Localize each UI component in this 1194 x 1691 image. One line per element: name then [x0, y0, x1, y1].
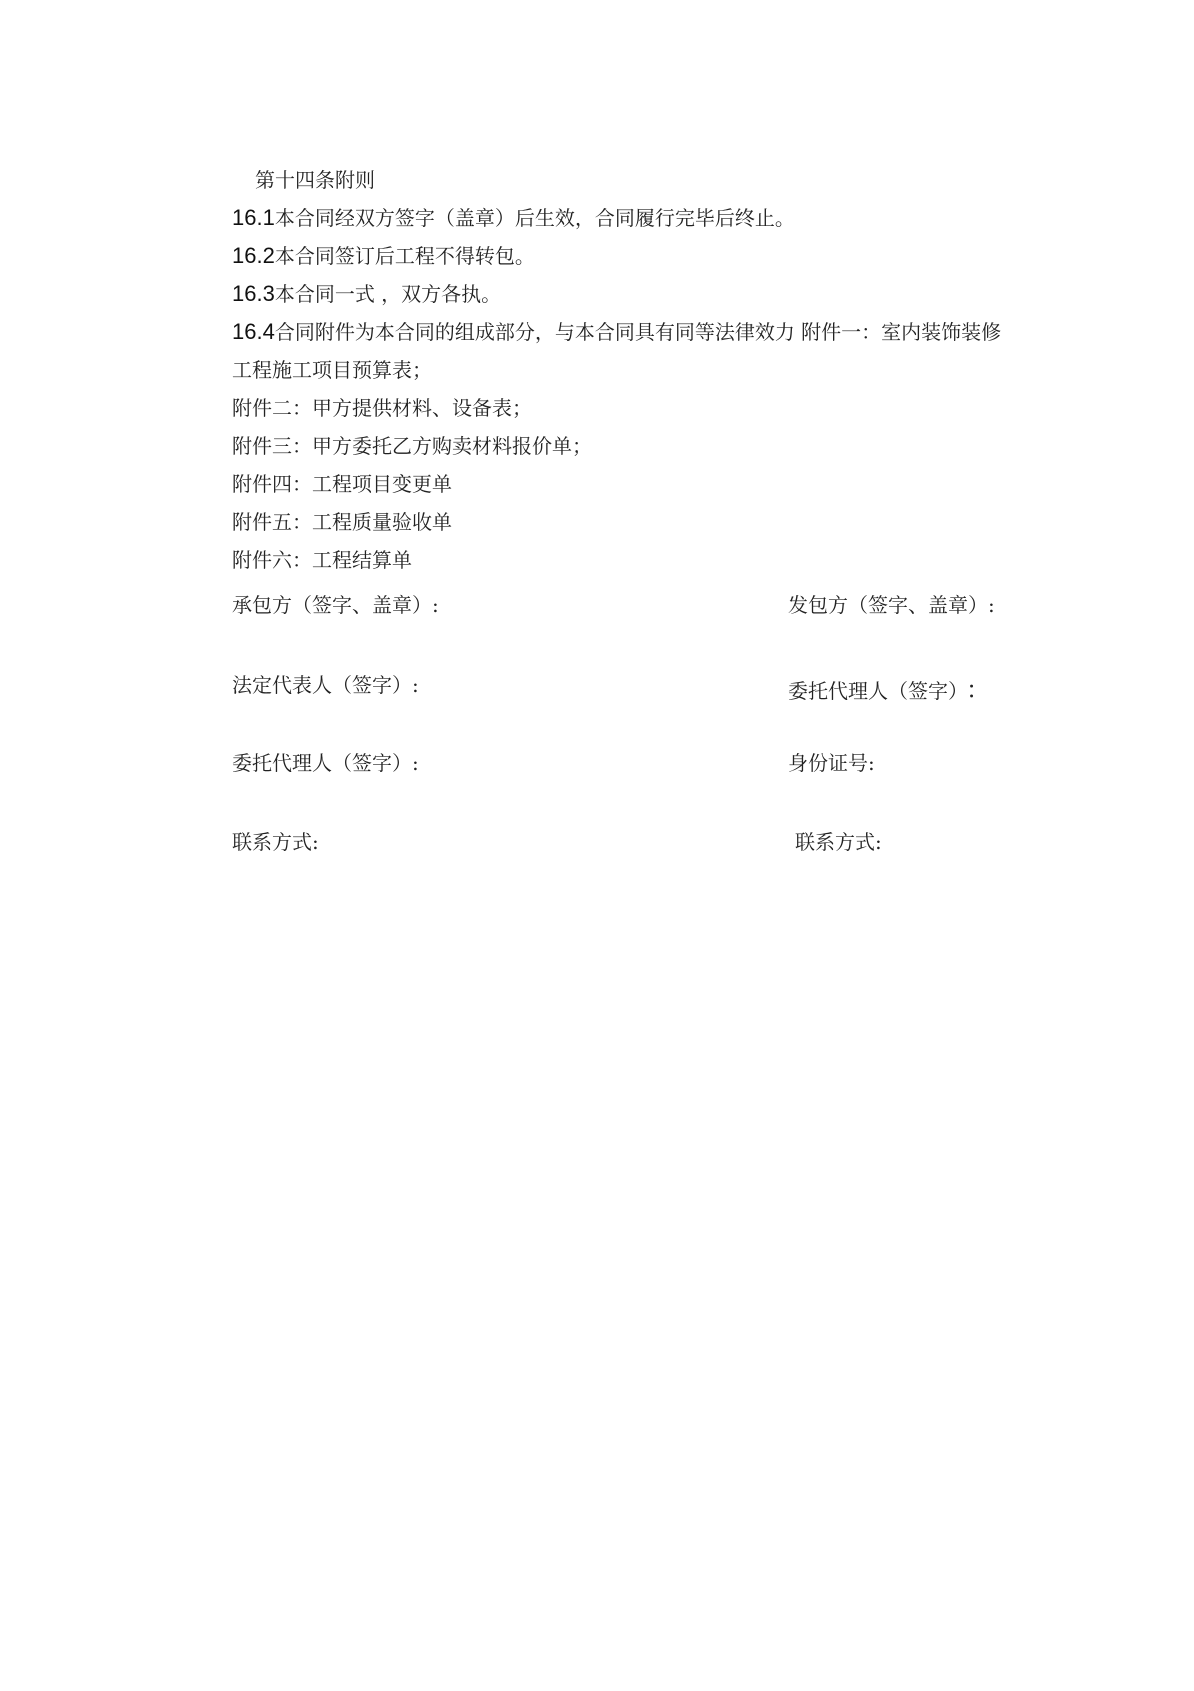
- clause-16-3: [232, 281, 501, 307]
- contractor-signature-label: 承包方（签字、盖章）:: [232, 593, 439, 617]
- clause-text: 本合同一式 ，双方各执。: [274, 282, 502, 306]
- attachment-6: 附件六：工程结算单: [232, 548, 412, 572]
- left-contact-label: 联系方式:: [232, 830, 319, 854]
- clause-text: 本合同签订后工程不得转包。: [274, 244, 535, 268]
- clause-16-4: [232, 319, 1001, 345]
- right-agent-colon: ：: [966, 676, 990, 704]
- clause-16-4-continuation: 工程施工项目预算表；: [232, 358, 432, 382]
- clause-number: 16.4: [232, 319, 275, 344]
- attachment-2: 附件二：甲方提供材料、设备表；: [232, 396, 532, 420]
- left-agent-signature-label: 委托代理人（签字）:: [232, 751, 419, 775]
- attachment-4: 附件四：工程项目变更单: [232, 472, 452, 496]
- legal-rep-signature-label: 法定代表人（签字）:: [232, 673, 419, 697]
- clause-number: 16.2: [232, 243, 275, 268]
- client-signature-label: 发包方（签字、盖章）:: [788, 593, 995, 617]
- right-agent-label-text: 委托代理人（签字）: [788, 679, 958, 703]
- right-agent-signature-label: [788, 677, 990, 704]
- clause-text: 合同附件为本合同的组成部分，与本合同具有同等法律效力 附件一：室内装饰装修: [274, 320, 1002, 344]
- clause-16-1: [232, 205, 795, 231]
- id-number-label: 身份证号:: [788, 751, 875, 775]
- attachment-3: 附件三：甲方委托乙方购卖材料报价单；: [232, 434, 592, 458]
- clause-number: 16.1: [232, 205, 275, 230]
- clause-number: 16.3: [232, 281, 275, 306]
- right-contact-label: 联系方式:: [795, 830, 882, 854]
- clause-16-2: [232, 243, 535, 269]
- clause-text: 本合同经双方签字（盖章）后生效，合同履行完毕后终止。: [274, 206, 795, 230]
- article-heading: 第十四条附则: [255, 168, 375, 192]
- attachment-5: 附件五：工程质量验收单: [232, 510, 452, 534]
